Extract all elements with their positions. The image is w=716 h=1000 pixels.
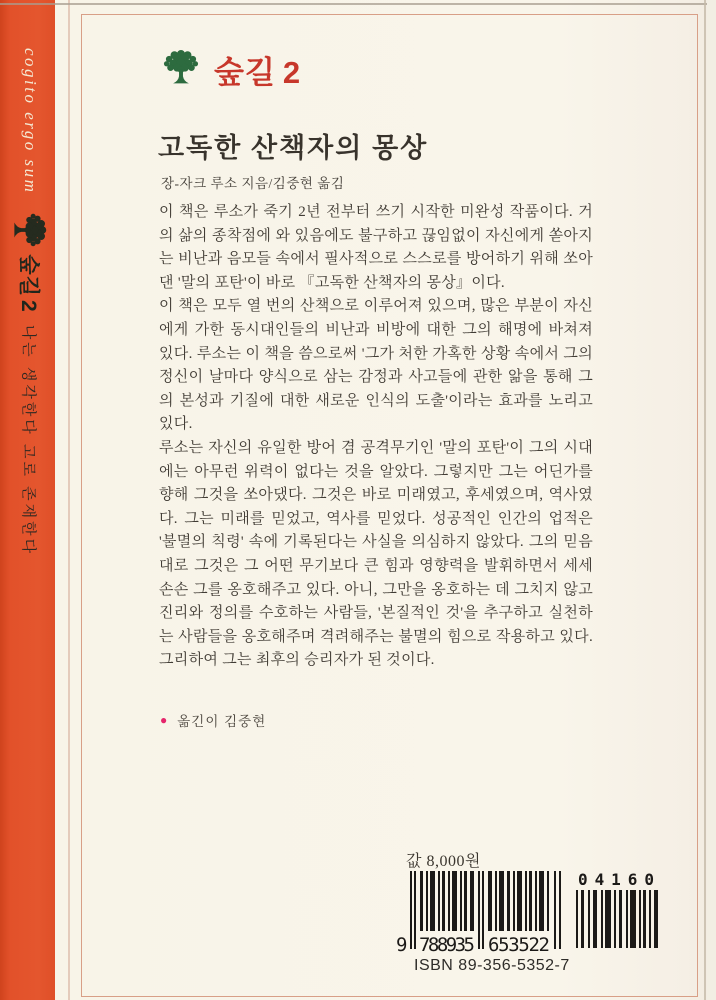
publisher-logo [160,42,301,92]
addon-barcode [576,871,658,949]
cover-fold-shadow [68,0,70,1000]
barcode-digits-left: 788935 [419,934,475,955]
series-name: 숲길 [214,55,276,90]
addon-barcode-bars [576,871,658,949]
scan-edge-top [0,3,716,5]
series-logo-text [214,57,301,92]
translator-note-text: 옮긴이 김중현 [177,714,267,729]
translator-note [160,710,266,730]
bullet-icon: ● [160,713,169,727]
barcode-digits-right: 653522 [488,934,550,955]
isbn-label: ISBN 89-356-5352-7 [414,957,570,974]
scan-edge-right [704,0,706,1000]
spine-series-name: 숲길 [17,254,40,297]
spine-series-number: 2 [17,300,40,313]
price-label: 값 8,000원 [406,853,481,870]
series-number: 2 [282,55,302,90]
spine-motto-latin: cogito ergo sum [21,48,40,195]
tree-icon [160,42,202,92]
spine-motto-korean: 나는 생각한다 고로 존재한다 [20,324,38,557]
spine-strip [0,0,55,1000]
barcode-bars [396,871,564,955]
tree-icon [10,208,50,252]
book-byline: 장-자크 루소 지음/김중현 옮김 [161,176,345,191]
ean-barcode [396,871,564,955]
addon-digits: 04160 [578,871,654,889]
spine-rotated-content [15,48,45,556]
book-title: 고독한 산책자의 몽상 [158,133,429,163]
description-paragraph: 이 책은 루소가 죽기 2년 전부터 쓰기 시작한 미완성 작품이다. 거의 삶의 종착점에 와 있음에도 불구하고 끊임없이 자신에게 쏟아지는 비난과 음모들 속에서 필사적으로 스스로를 방어하기 위해 쏘아댄 '말의 포탄'이 바로 『고독한 산책자의 몽상』이다. [159,204,593,291]
spine-series-logo [15,254,45,312]
scan-edge-right-light [707,0,716,1000]
description-paragraph: 이 책은 모두 열 번의 산책으로 이루어져 있으며, 많은 부분이 자신에게 가한 동시대인들의 비난과 비방에 대한 그의 해명에 바쳐져 있다. 루소는 이 책을 씀으로써 '그가 처한 가혹한 상황 속에서 그의 정신이 날마다 양식으로 삼는 감정과 사고들에 관한 앎을 통해 그의 본성과 기질에 대한 새로운 인식의 도출'이라는 효과를 노리고 있다. [159,298,593,433]
description-paragraph: 루소는 자신의 유일한 방어 겸 공격무기인 '말의 포탄'이 그의 시대에는 아무런 위력이 없다는 것을 알았다. 그렇지만 그는 어딘가를 향해 그것을 쏘아댔다. 그것은 바로 미래였고, 후세였으며, 역사였다. 그는 미래를 믿었고, 역사를 믿었다. 성공적인 인간의 업적은 '불멸의 칙령' 속에 기록된다는 사실을 의심하지 않았다. 그의 믿음대로 그것은 그 어떤 무기보다 큰 힘과 영향력을 발휘하면서 세세손손 그를 옹호해주고 있다. 아니, 그만을 옹호하는 데 그치지 않고 진리와 정의를 수호하는 사람들, '본질적인 것'을 추구하고 실천하는 사람들을 옹호해주며 격려해주는 불멸의 힘으로 작용하고 있다. 그리하여 그는 최후의 승리자가 된 것이다. [159,439,593,669]
book-description [159,201,593,673]
barcode-digit-lead: 9 [396,934,408,955]
